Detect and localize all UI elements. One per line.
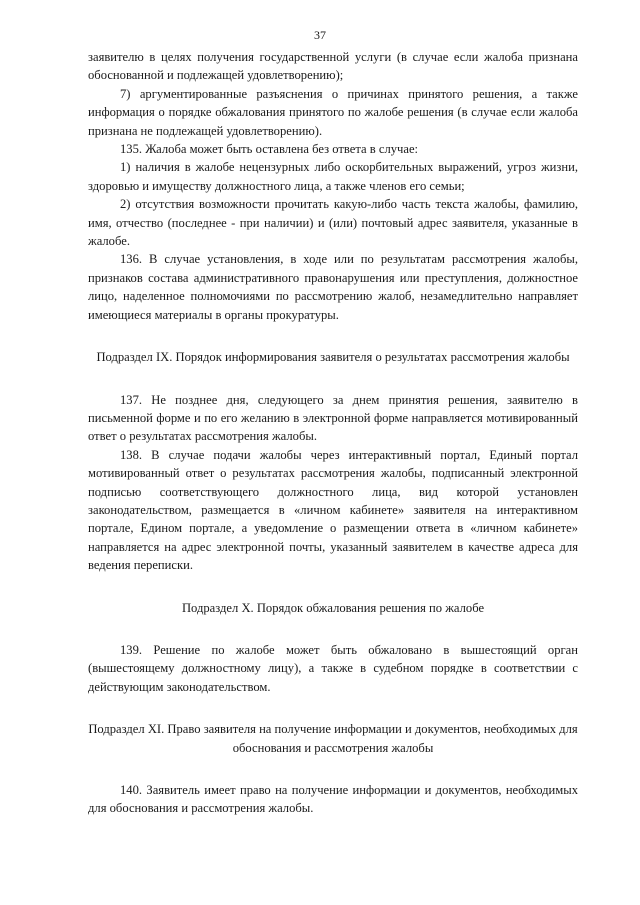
paragraph-136: 136. В случае установления, в ходе или по результатам рассмотрения жалобы, признаков состава административного правонарушения или преступления, должностное лицо, наделенное полномочиями по рассмотрению жалоб, незамедлительно направляет имеющиеся материалы в органы прокуратуры. (88, 252, 578, 322)
paragraph-135: 135. Жалоба может быть оставлена без ответа в случае: (120, 142, 419, 157)
paragraph-item-7: 7) аргументированные разъяснения о причинах принятого решения, а также информация о порядке обжалования принятого по жалобе решения (в случае если жалоба признана не подлежащей удовлетворению). (88, 86, 578, 138)
section-heading-xi: Подраздел XI. Право заявителя на получение информации и документов, необходимых для обоснования и рассмотрения жалобы (88, 722, 578, 755)
paragraph-135-item-2: 2) отсутствия возможности прочитать какую-либо часть текста жалобы, фамилию, имя, отчество (последнее - при наличии) и (или) почтовый адрес заявителя, указанные в жалобе. (88, 197, 578, 249)
paragraph-140: 140. Заявитель имеет право на получение информации и документов, необходимых для обоснования и рассмотрения жалобы. (88, 783, 578, 816)
page-number: 37 (314, 28, 326, 42)
section-heading-ix: Подраздел IX. Порядок информирования заявителя о результатах рассмотрения жалобы (96, 350, 570, 365)
paragraph-continuation: заявителю в целях получения государственной услуги (в случае если жалоба признана обоснованной и подлежащей удовлетворению); (88, 50, 578, 83)
document-body (88, 48, 578, 818)
paragraph-137: 137. Не позднее дня, следующего за днем принятия решения, заявителю в письменной форме и по его желанию в электронной форме направляется мотивированный ответ о результатах рассмотрения жалобы. (88, 392, 578, 444)
paragraph-135-item-1: 1) наличия в жалобе нецензурных либо оскорбительных выражений, угроз жизни, здоровью и имуществу должностного лица, а также членов его семьи; (88, 160, 578, 193)
section-heading-x: Подраздел X. Порядок обжалования решения по жалобе (181, 600, 485, 615)
paragraph-138: 138. В случае подачи жалобы через интерактивный портал, Единый портал мотивированный ответ о результатах рассмотрения жалобы, подписанный электронной подписью соответствующего должностного лица, вид которой установлен законодательством, размещается в «личном кабинете» заявителя на интерактивном портале, Едином портале, а уведомление о размещении ответа в «личном кабинете» направляется на адрес электронной почты, указанный заявителем в качестве адреса для ведения переписки. (88, 447, 578, 573)
paragraph-139: 139. Решение по жалобе может быть обжаловано в вышестоящий орган (вышестоящему должностному лицу), а также в судебном порядке в соответствии с действующим законодательством. (88, 642, 578, 694)
